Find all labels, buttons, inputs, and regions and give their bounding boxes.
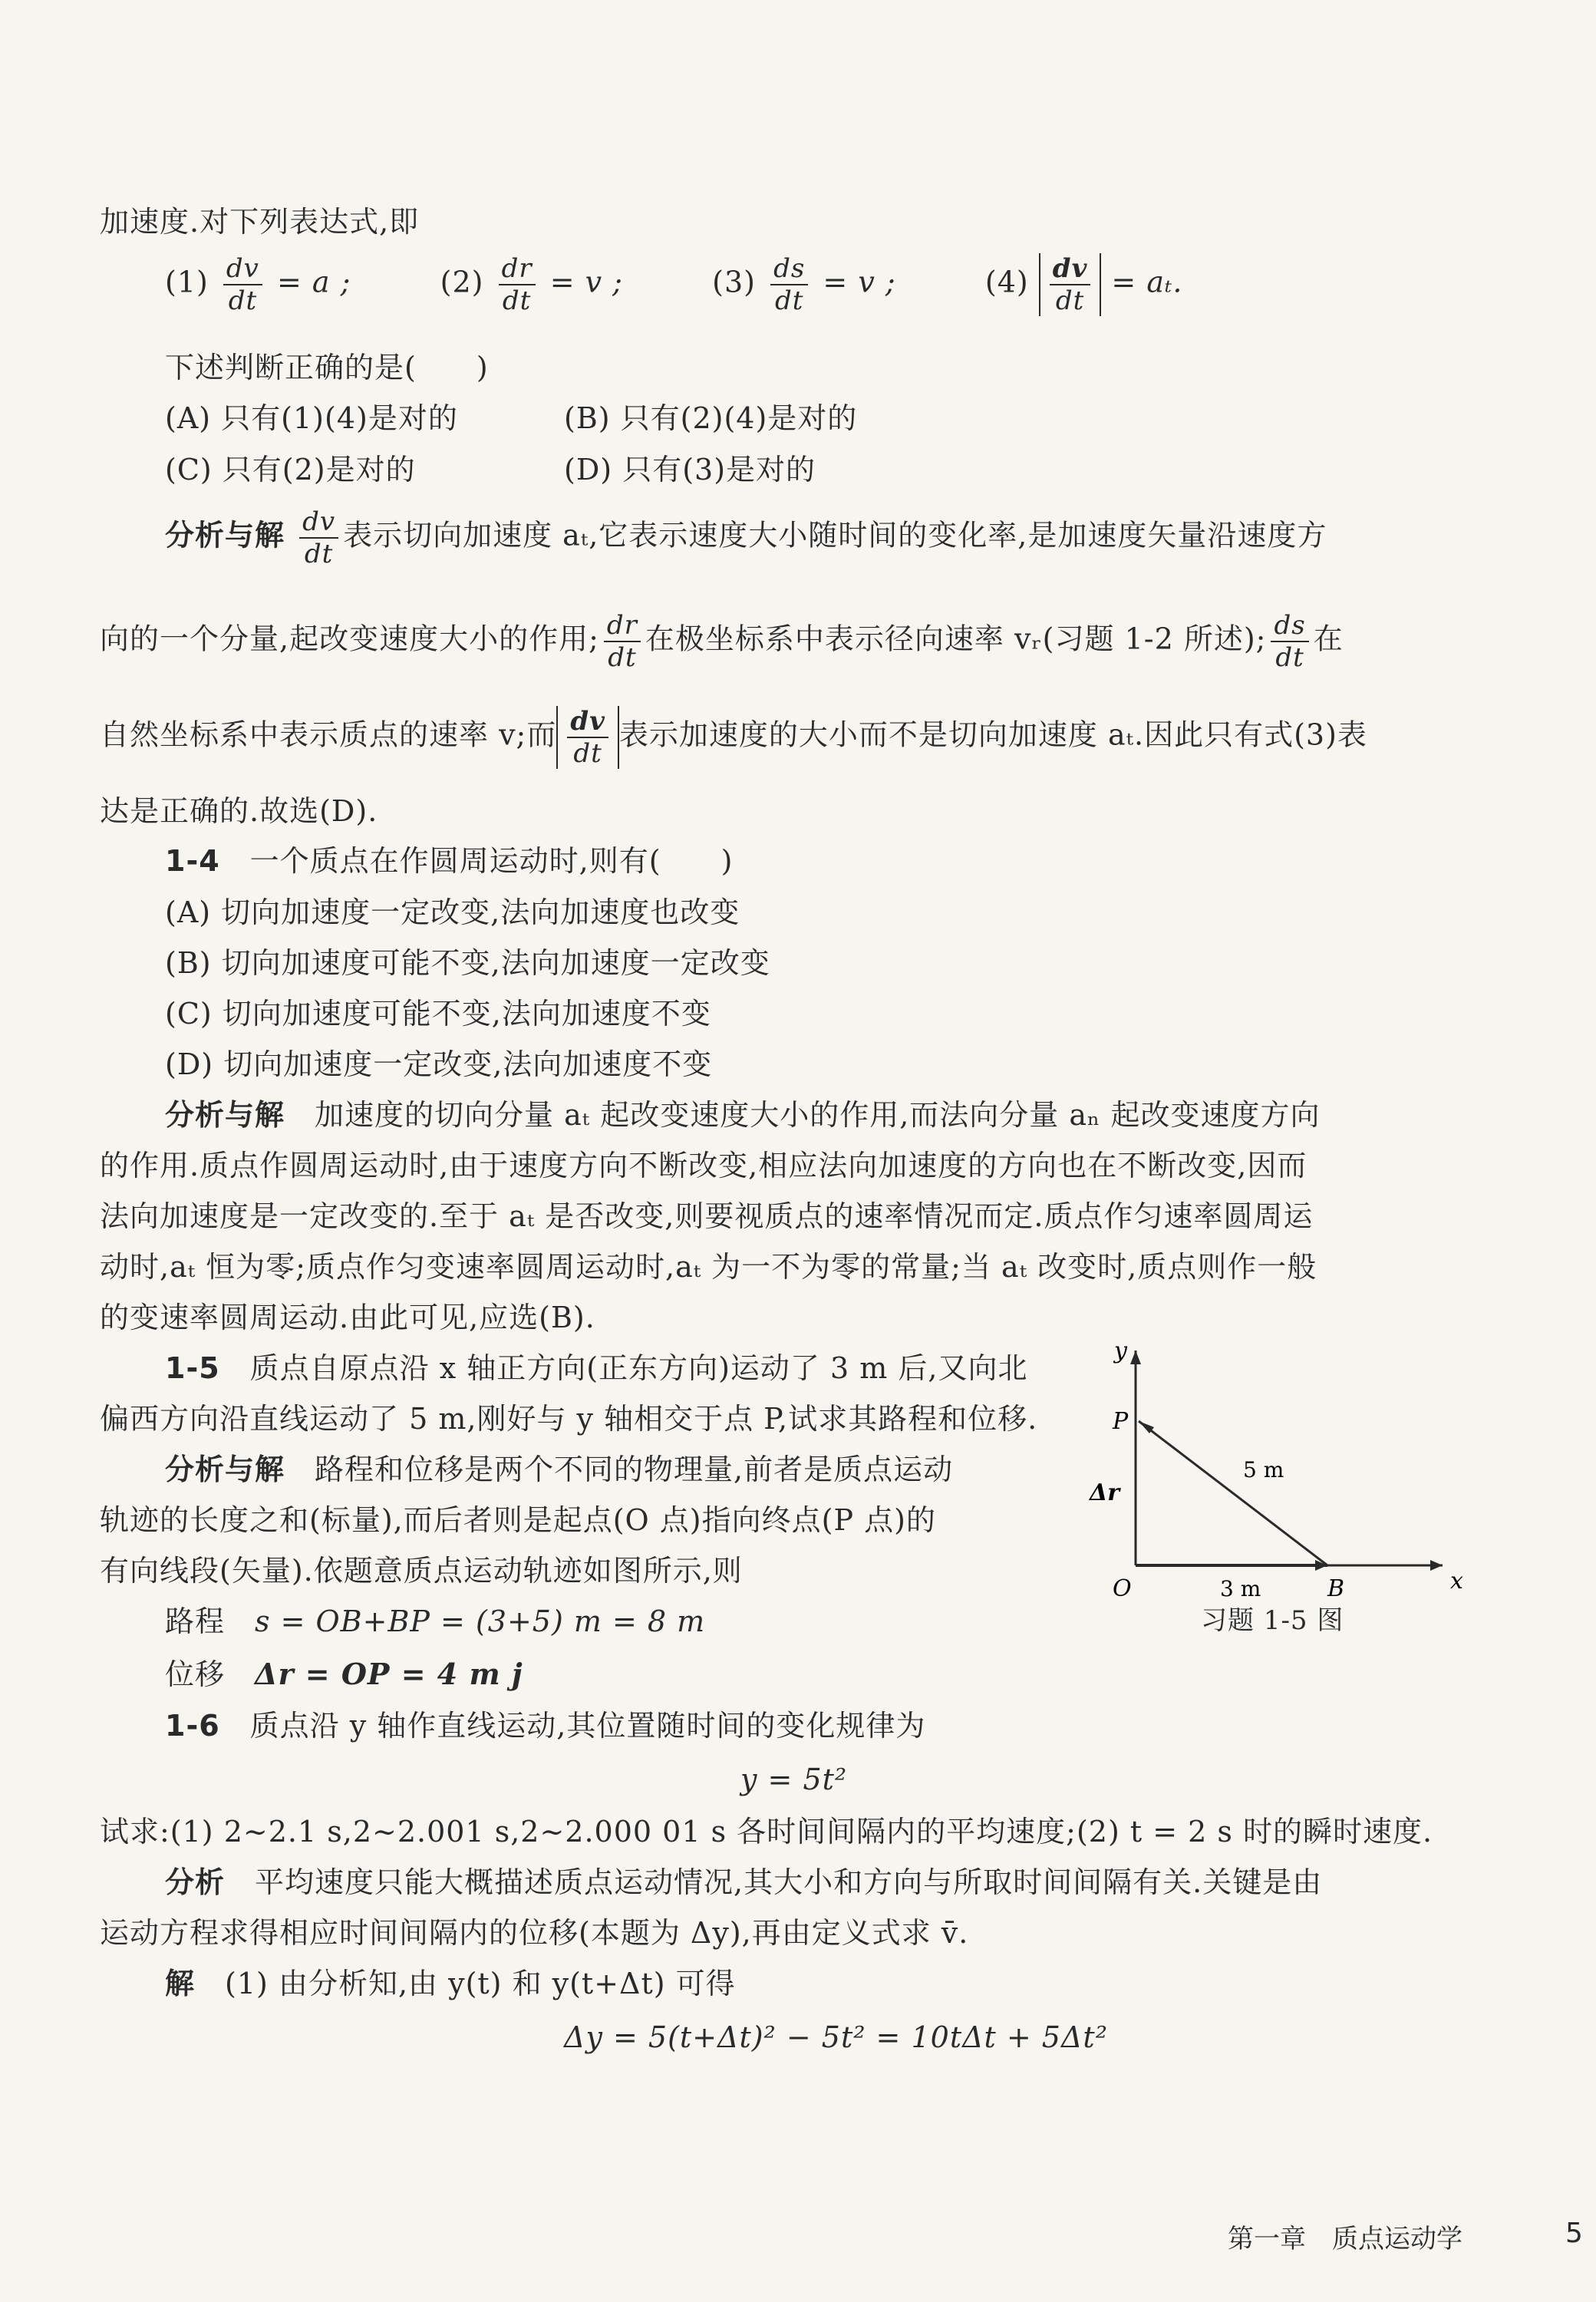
segment-bp: [1139, 1421, 1327, 1565]
q14-option-a: (A) 切向加速度一定改变,法向加速度也改变: [165, 895, 740, 929]
q14-stem: 1-4 一个质点在作圆周运动时,则有( ): [165, 844, 734, 878]
running-footer-chapter: 第一章 质点运动学: [1228, 2224, 1462, 2254]
page-number: 5: [1565, 2218, 1583, 2249]
fig-label-p: P: [1113, 1408, 1129, 1435]
a13-line2: 向的一个分量,起改变速度大小的作用; $\frac{dr}{dt}$ 在极坐标系中表示径向速率 vᵣ(习题 1-2 所述); $\frac{ds}{dt}$ 在: [100, 610, 1344, 673]
a16-solution-equation: Δy = 5(t+Δt)² − 5t² = 10tΔt + 5Δt²: [564, 2020, 1108, 2054]
a13-line3: 自然坐标系中表示质点的速率 v;而 $\frac{dv}{dt}$ 表示加速度的大小而不是切向加速度 aₜ.因此只有式(3)表: [100, 706, 1367, 769]
a16-line2: 运动方程求得相应时间间隔内的位移(本题为 Δy),再由定义式求 v̄.: [100, 1916, 969, 1950]
expressions-row: (1) $\frac{dv}{dt}$ = a ; (2) $\frac{dr}{dt}$ = v ; (3) $\frac{ds}{dt}$ = v ; (4) $\frac{dv}{dt}$ = aₜ.: [165, 253, 1183, 316]
q16-equation: y = 5t²: [740, 1763, 848, 1796]
abs-dv-dt-analysis: $\frac{dv}{dt}$: [556, 706, 619, 769]
fig-label-b: B: [1327, 1575, 1345, 1602]
a14-line5: 的变速率圆周运动.由此可见,应选(B).: [100, 1301, 595, 1334]
frac-dr-dt-analysis: $\frac{dr}{dt}$: [604, 610, 641, 673]
q16-question: 试求:(1) 2~2.1 s,2~2.001 s,2~2.000 01 s 各时间间隔内的平均速度;(2) t = 2 s 时的瞬时速度.: [100, 1815, 1433, 1849]
a14-line2: 的作用.质点作圆周运动时,由于速度方向不断改变,相应法向加速度的方向也在不断改变,因而: [100, 1149, 1307, 1182]
a14-line4: 动时,aₜ 恒为零;质点作匀变速率圆周运动时,aₜ 为一不为零的常量;当 aₜ 改变时,质点则作一般: [100, 1250, 1317, 1284]
frac-ds-dt: $\frac{ds}{dt}$: [770, 253, 808, 316]
q14-option-d: (D) 切向加速度一定改变,法向加速度不变: [165, 1047, 713, 1081]
q13-option-d: (D) 只有(3)是对的: [564, 453, 816, 486]
trajectory-diagram: [1090, 1335, 1489, 1627]
a13-line4: 达是正确的.故选(D).: [100, 794, 378, 828]
q14-option-c: (C) 切向加速度可能不变,法向加速度不变: [165, 997, 711, 1031]
q13-prompt: 下述判断正确的是( ): [165, 351, 489, 384]
figure-caption: 习题 1-5 图: [1201, 1605, 1344, 1636]
a14-line1: 分析与解 加速度的切向分量 aₜ 起改变速度大小的作用,而法向分量 aₙ 起改变速度方向: [165, 1098, 1321, 1132]
a14-line3: 法向加速度是一定改变的.至于 aₜ 是否改变,则要视质点的速率情况而定.质点作匀速率圆周运: [100, 1199, 1314, 1233]
figure-1-5: [1090, 1335, 1489, 1627]
a13-line1: 分析与解 $\frac{dv}{dt}$ 表示切向加速度 aₜ,它表示速度大小随时间的变化率,是加速度矢量沿速度方: [165, 506, 1327, 569]
q14-option-b: (B) 切向加速度可能不变,法向加速度一定改变: [165, 946, 770, 980]
fig-label-3m: 3 m: [1220, 1576, 1261, 1601]
frac-ds-dt-analysis: $\frac{ds}{dt}$: [1271, 610, 1308, 673]
intro-line: 加速度.对下列表达式,即: [100, 205, 420, 239]
frac-dv-dt: $\frac{dv}{dt}$: [223, 253, 262, 316]
a15-line2: 轨迹的长度之和(标量),而后者则是起点(O 点)指向终点(P 点)的: [100, 1503, 936, 1537]
q13-option-b: (B) 只有(2)(4)是对的: [564, 401, 858, 435]
frac-dr-dt: $\frac{dr}{dt}$: [499, 253, 536, 316]
fig-label-x: x: [1450, 1568, 1463, 1595]
a15-path: 路程 s = OB+BP = (3+5) m = 8 m: [165, 1604, 706, 1638]
a15-line1: 分析与解 路程和位移是两个不同的物理量,前者是质点运动: [165, 1453, 954, 1486]
q16-stem: 1-6 质点沿 y 轴作直线运动,其位置随时间的变化规律为: [165, 1709, 926, 1743]
a16-solution-line1: 解 (1) 由分析知,由 y(t) 和 y(t+Δt) 可得: [165, 1967, 736, 2000]
abs-dv-dt: $\frac{dv}{dt}$: [1039, 253, 1102, 316]
a15-displacement: 位移 Δr = OP = 4 m j: [165, 1657, 523, 1691]
fig-label-dr: Δr: [1090, 1479, 1120, 1506]
x-axis-arrow: [1430, 1560, 1443, 1571]
fig-label-y: y: [1114, 1337, 1127, 1364]
frac-dv-dt-analysis: $\frac{dv}{dt}$: [299, 506, 338, 569]
y-axis-arrow: [1130, 1351, 1141, 1364]
fig-label-o: O: [1113, 1575, 1132, 1602]
a16-line1: 分析 平均速度只能大概描述质点运动情况,其大小和方向与所取时间间隔有关.关键是由: [165, 1865, 1323, 1899]
q13-option-c: (C) 只有(2)是对的: [165, 453, 416, 486]
a15-line3: 有向线段(矢量).依题意质点运动轨迹如图所示,则: [100, 1554, 743, 1588]
q13-option-a: (A) 只有(1)(4)是对的: [165, 401, 458, 435]
q15-line2: 偏西方向沿直线运动了 5 m,刚好与 y 轴相交于点 P,试求其路程和位移.: [100, 1402, 1038, 1436]
fig-label-5m: 5 m: [1243, 1457, 1284, 1482]
q15-line1: 1-5 质点自原点沿 x 轴正方向(正东方向)运动了 3 m 后,又向北: [165, 1351, 1028, 1385]
